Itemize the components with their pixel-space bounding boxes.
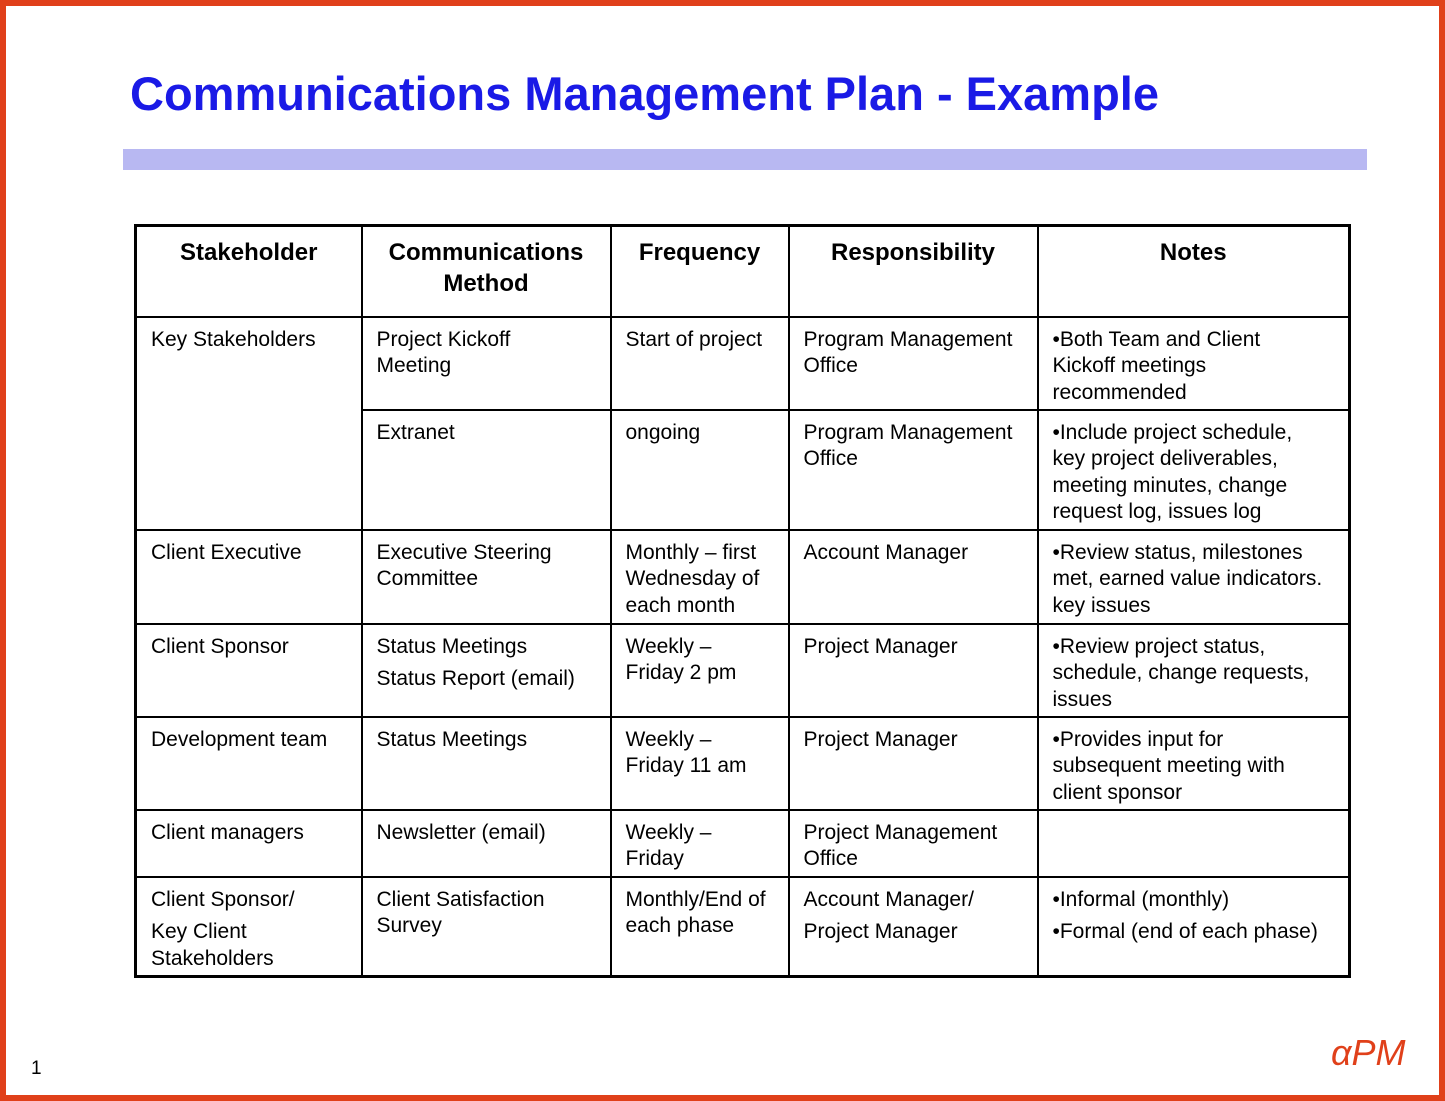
cell-frequency: Monthly/End of each phase bbox=[611, 877, 789, 977]
table-row bbox=[136, 317, 1350, 410]
page-title: Communications Management Plan - Example bbox=[130, 67, 1159, 120]
alpha-symbol: α bbox=[1331, 1032, 1352, 1073]
cell-method: Project Kickoff Meeting bbox=[362, 317, 611, 410]
cell-stakeholder: Key Stakeholders bbox=[136, 317, 362, 530]
cell-notes: •Both Team and Client Kickoff meetings recommended bbox=[1038, 317, 1350, 410]
table-row bbox=[136, 624, 1350, 717]
cell-method: Status Meetings bbox=[362, 717, 611, 810]
cell-responsibility: Project Manager bbox=[789, 624, 1038, 717]
cell-frequency: Weekly – Friday bbox=[611, 810, 789, 877]
header-stakeholder: Stakeholder bbox=[136, 226, 362, 317]
cell-notes: •Review project status, schedule, change requests, issues bbox=[1038, 624, 1350, 717]
cell-notes: •Include project schedule, key project deliverables, meeting minutes, change request log, issues log bbox=[1038, 410, 1350, 530]
table-row bbox=[136, 810, 1350, 877]
cell-method: Newsletter (email) bbox=[362, 810, 611, 877]
cell-method: Extranet bbox=[362, 410, 611, 530]
table-row bbox=[136, 717, 1350, 810]
header-row bbox=[136, 226, 1350, 317]
cell-notes: •Provides input for subsequent meeting with client sponsor bbox=[1038, 717, 1350, 810]
cell-frequency: Weekly – Friday 11 am bbox=[611, 717, 789, 810]
cell-method: Executive Steering Committee bbox=[362, 530, 611, 624]
cell-method: Client Satisfaction Survey bbox=[362, 877, 611, 977]
logo-text: PM bbox=[1351, 1032, 1406, 1073]
table-row bbox=[136, 530, 1350, 624]
header-notes: Notes bbox=[1038, 226, 1350, 317]
cell-responsibility: Account Manager/ Project Manager bbox=[789, 877, 1038, 977]
cell-stakeholder: Client managers bbox=[136, 810, 362, 877]
cell-stakeholder: Client Sponsor bbox=[136, 624, 362, 717]
cell-responsibility: Project Manager bbox=[789, 717, 1038, 810]
page-number: 1 bbox=[31, 1058, 42, 1079]
cell-stakeholder: Client Sponsor/ Key Client Stakeholders bbox=[136, 877, 362, 977]
cell-notes: •Informal (monthly) •Formal (end of each phase) bbox=[1038, 877, 1350, 977]
cell-responsibility: Program Management Office bbox=[789, 410, 1038, 530]
table-row bbox=[136, 877, 1350, 977]
cell-notes: •Review status, milestones met, earned value indicators. key issues bbox=[1038, 530, 1350, 624]
cell-notes bbox=[1038, 810, 1350, 877]
cell-frequency: Weekly – Friday 2 pm bbox=[611, 624, 789, 717]
logo bbox=[1331, 1032, 1406, 1074]
cell-stakeholder: Development team bbox=[136, 717, 362, 810]
header-responsibility: Responsibility bbox=[789, 226, 1038, 317]
communications-table bbox=[134, 224, 1351, 978]
cell-frequency: ongoing bbox=[611, 410, 789, 530]
cell-method: Status Meetings Status Report (email) bbox=[362, 624, 611, 717]
header-frequency: Frequency bbox=[611, 226, 789, 317]
cell-frequency: Start of project bbox=[611, 317, 789, 410]
cell-stakeholder: Client Executive bbox=[136, 530, 362, 624]
cell-frequency: Monthly – first Wednesday of each month bbox=[611, 530, 789, 624]
header-method: Communications Method bbox=[362, 226, 611, 317]
cell-responsibility: Program Management Office bbox=[789, 317, 1038, 410]
cell-responsibility: Project Management Office bbox=[789, 810, 1038, 877]
title-divider bbox=[123, 149, 1367, 170]
cell-responsibility: Account Manager bbox=[789, 530, 1038, 624]
